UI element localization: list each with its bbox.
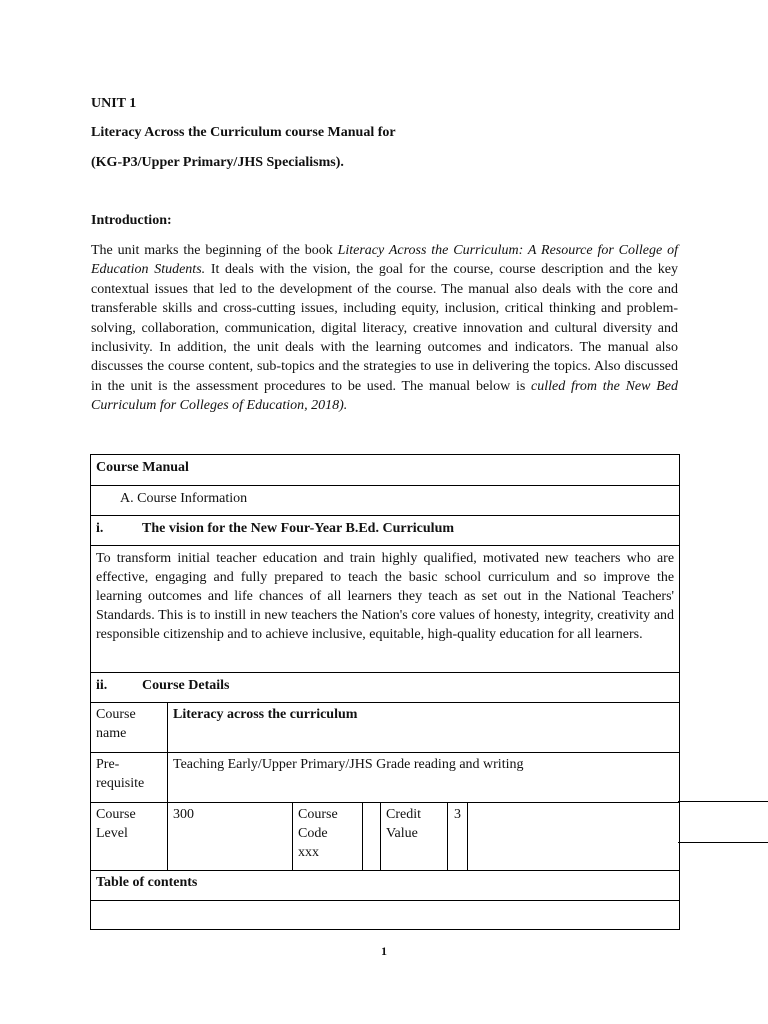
course-level-label: Course Level (91, 803, 168, 871)
prerequisite-value: Teaching Early/Upper Primary/JHS Grade reading and writing (168, 753, 680, 803)
table-row (91, 546, 680, 673)
table-row (91, 703, 680, 753)
empty-cell (363, 803, 381, 871)
intro-text-body: It deals with the vision, the goal for the course, course description and the key contextual issues that led to the development of the course. The manual also deals with the core and transferable skills and cross-cutting issues, including equity, inclusion, critical thinking and problem-solving, collaboration, communication, digital literacy, creative innovation and cultural diversity and inclusivity. In addition, the unit deals with the learning outcomes and indicators. The manual also discusses the course content, sub-topics and the strategies to use in delivering the topics. Also discussed in the unit is the assessment procedures to be used. The manual below is (91, 262, 678, 394)
vision-heading-text: The vision for the New Four-Year B.Ed. Curriculum (142, 521, 455, 536)
page-number: 1 (381, 944, 387, 958)
table-row (91, 486, 680, 516)
manual-subtitle: (KG-P3/Upper Primary/JHS Specialisms). (91, 155, 344, 170)
course-manual-title: Course Manual (91, 455, 680, 486)
book-title: Literacy Across the Curriculum: A Resource for College of Education Students. (91, 243, 678, 278)
course-name-value: Literacy across the curriculum (168, 703, 680, 753)
manual-title: Literacy Across the Curriculum course Manual for (91, 125, 396, 140)
empty-cell (468, 803, 680, 871)
source-citation: culled from the New Bed Curriculum for Colleges of Education, 2018). (91, 378, 678, 414)
course-information-heading (91, 486, 680, 516)
course-manual-table (90, 454, 680, 930)
table-row (91, 516, 680, 546)
table-row (91, 901, 680, 930)
table-of-contents-heading: Table of contents (91, 871, 680, 901)
table-row (91, 871, 680, 901)
course-name-label: Course name (91, 703, 168, 753)
intro-text-start: The unit marks the beginning of the book (91, 243, 338, 258)
course-code-cell (293, 803, 363, 871)
table-row (91, 673, 680, 703)
empty-row (91, 901, 680, 930)
credit-value-label: Credit Value (381, 803, 448, 871)
course-level-value: 300 (168, 803, 293, 871)
vision-text: To transform initial teacher education and train highly qualified, motivated new teachers who are effective, engaging and fully prepared to teach the basic school curriculum and so improve the learning outcomes and life chances of all learners they teach as set out in the National Teachers' Standards. This is to instill in new teachers the Nation's core values of honesty, integrity, creativity and responsible citizenship and to achieve inclusive, equitable, high-quality education for all learners. (91, 546, 680, 673)
vision-number: i. (96, 521, 104, 536)
table-row (91, 753, 680, 803)
table-row (91, 455, 680, 486)
vision-heading (91, 516, 680, 546)
introduction-label: Introduction: (91, 213, 172, 228)
details-number: ii. (96, 678, 108, 693)
unit-heading: UNIT 1 (91, 96, 137, 111)
prerequisite-label: Pre-requisite (91, 753, 168, 803)
credit-value: 3 (448, 803, 468, 871)
course-details-heading (91, 673, 680, 703)
course-information-label: A. Course Information (120, 491, 248, 506)
table-overflow-border (678, 801, 768, 843)
course-code-value: xxx (298, 845, 319, 860)
details-heading-text: Course Details (142, 678, 230, 693)
table-row (91, 803, 680, 871)
course-code-label: Course Code (298, 807, 338, 841)
introduction-paragraph (91, 241, 678, 416)
